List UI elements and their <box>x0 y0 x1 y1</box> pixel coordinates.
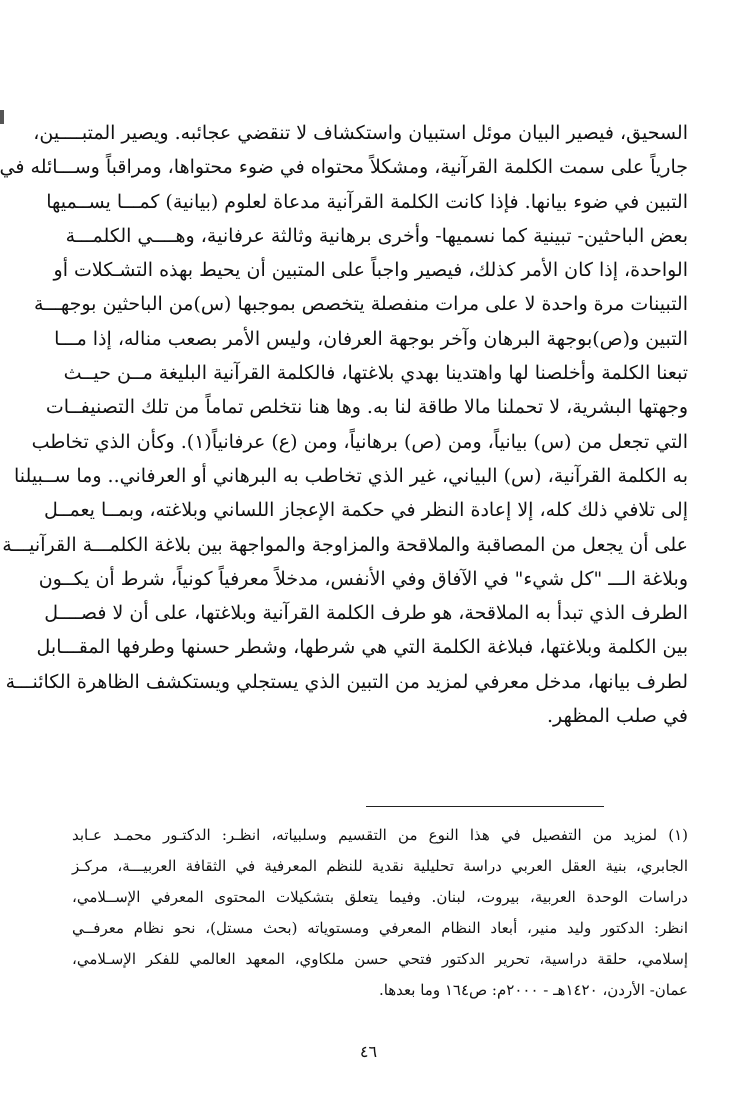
body-line: وجهتها البشرية، لا تحملنا مالا طاقة لنا به. وها هنا نتخلص تماماً من تلك التصنيفــات <box>45 396 688 419</box>
body-line: الواحدة، إذا كان الأمر كذلك، فيصير واجباً على المتبين أن يحيط بهذه التشـكلات أو <box>53 259 688 282</box>
body-line: التبين و(ص)بوجهة البرهان وآخر بوجهة العرفان، وليس الأمر بصعب مناله، إذا مـــا <box>54 327 688 350</box>
body-line: التبين في ضوء بيانها. فإذا كانت الكلمة القرآنية مدعاة لعلوم (بيانية) كمـــا يســميها <box>46 190 688 213</box>
page-number: ٤٦ <box>359 1042 378 1061</box>
body-line: التي تجعل من (س) بيانياً، ومن (ص) برهانياً، ومن (ع) عرفانياً(١). وكأن الذي تخاطب <box>31 430 688 453</box>
footnote-line: دراسات الوحدة العربية، بيروت، لبنان. وفيما يتعلق بتشكيلات المحتوى المعرفي الإســلامي، <box>72 888 688 906</box>
body-line: تبعنا الكلمة وأخلصنا لها واهتدينا بهدي بلاغتها، فالكلمة القرآنية البليغة مــن حيــث <box>63 362 688 385</box>
footnote-divider <box>366 806 604 807</box>
body-line: الطرف الذي تبدأ به الملاقحة، هو طرف الكلمة القرآنية وبلاغتها، على أن لا فصــــل <box>44 602 688 625</box>
body-line: في صلب المظهر. <box>547 705 688 728</box>
footnote-line: إسلامي، حلقة دراسية، تحرير الدكتور فتحي حسن ملكاوي، المعهد العالمي للفكر الإسـلامي، <box>72 950 688 968</box>
body-line: وبلاغة الـــ "كل شيء" في الآفاق وفي الأنفس، مدخلاً معرفياً كونياً، شرط أن يكــون <box>38 567 688 590</box>
body-line: به الكلمة القرآنية، (س) البياني، غير الذي تخاطب به البرهاني أو العرفاني.. وما ســبيلنا <box>14 464 688 487</box>
body-line: إلى تلافي ذلك كله، إلا إعادة النظر في حكمة الإعجاز اللساني وبلاغته، وبمــا يعمــل <box>43 499 688 522</box>
body-line: جارياً على سمت الكلمة القرآنية، ومشكلاً محتواه في ضوء محتواها، ومراقباً وســـائله في <box>0 156 688 179</box>
footnote-line: عمان- الأردن، ١٤٢٠هـ - ٢٠٠٠م: ص١٦٤ وما بعدها. <box>378 981 688 999</box>
body-line: على أن يجعل من المصاقبة والملاقحة والمزاوجة والمواجهة بين بلاغة الكلمـــة القرآنيـــة <box>2 533 688 556</box>
body-text <box>0 116 688 733</box>
footnote-line: الجابري، بنية العقل العربي دراسة تحليلية نقدية للنظم المعرفية في الثقافة العربيـــة، مركـز <box>72 857 688 875</box>
body-line: السحيق، فيصير البيان موئل استبيان واستكشاف لا تنقضي عجائبه. ويصير المتبــــين، <box>33 122 688 144</box>
footnote-line: انظر: الدكتور وليد منير، أبعاد النظام المعرفي ومستوياته (بحث مستل)، نحو نظام معرفــي <box>72 919 688 937</box>
body-line: لطرف بيانها، مدخل معرفي لمزيد من التبين الذي يستجلي ويستكشف الظاهرة الكائنـــة <box>5 670 688 693</box>
footnote <box>72 820 688 1006</box>
margin-mark <box>0 110 4 124</box>
body-line: بعض الباحثين- تبينية كما نسميها- وأخرى برهانية وثالثة عرفانية، وهــــي الكلمـــة <box>65 224 688 247</box>
body-line: بين الكلمة وبلاغتها، فبلاغة الكلمة التي هي شرطها، وشطر حسنها وطرفها المقـــابل <box>36 636 688 659</box>
body-line: التبينات مرة واحدة لا على مرات منفصلة يتخصص بموجبها (س)من الباحثين بوجهـــة <box>33 293 688 316</box>
footnote-line: (١) لمزيد من التفصيل في هذا النوع من التقسيم وسلبياته، انظـر: الدكتـور محمـد عـابد <box>72 826 688 844</box>
